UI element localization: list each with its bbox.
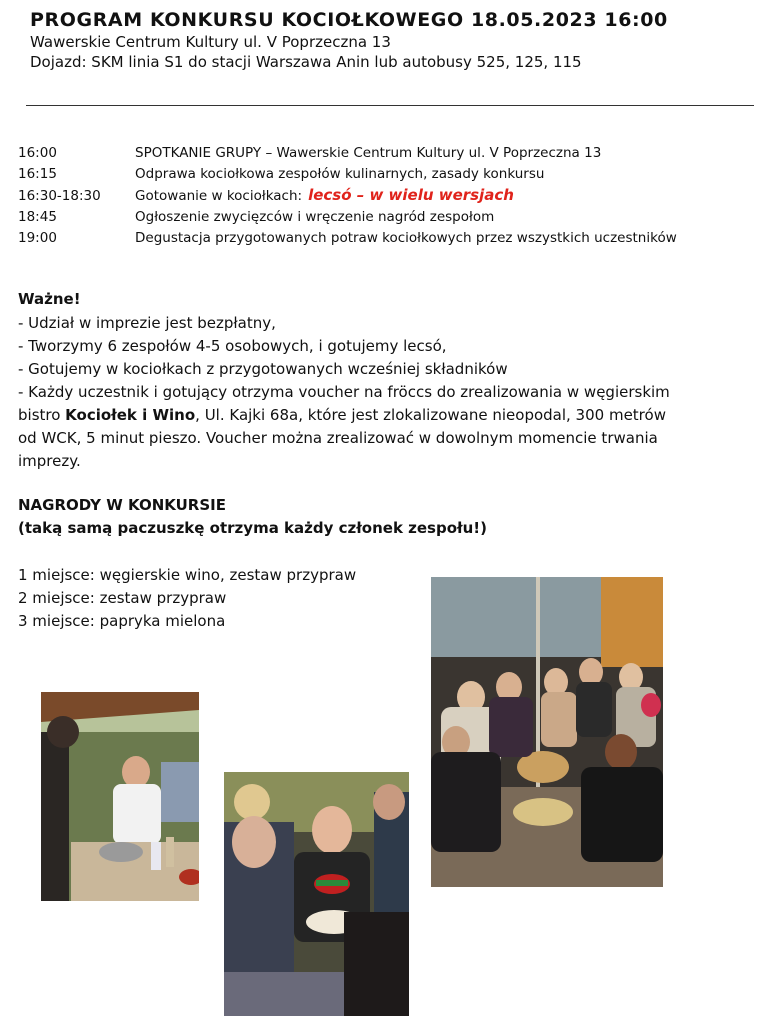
schedule-desc: SPOTKANIE GRUPY – Wawerskie Centrum Kultury ul. V Poprzeczna 13 xyxy=(135,145,602,161)
prize-item: 2 miejsce: zestaw przypraw xyxy=(18,589,227,607)
tasting-photo xyxy=(224,772,409,1016)
group-around-cauldron-photo xyxy=(431,577,663,887)
bistro-name: Kociołek i Wino xyxy=(65,406,196,424)
important-line: - Tworzymy 6 zespołów 4-5 osobowych, i gotujemy lecsó, xyxy=(18,337,447,355)
schedule-time: 16:30-18:30 xyxy=(18,188,101,204)
transport-info: Dojazd: SKM linia S1 do stacji Warszawa Anin lub autobusy 525, 125, 115 xyxy=(30,53,582,71)
page-title: PROGRAM KONKURSU KOCIOŁKOWEGO 18.05.2023 16:00 xyxy=(30,9,668,31)
prize-item: 3 miejsce: papryka mielona xyxy=(18,612,226,630)
important-line: - Gotujemy w kociołkach z przygotowanych wcześniej składników xyxy=(18,360,508,378)
schedule-desc: Degustacja przygotowanych potraw kociołkowych przez wszystkich uczestników xyxy=(135,230,677,246)
schedule-desc: Gotowanie w kociołkach: xyxy=(135,188,303,204)
text: , Ul. Kajki 68a, które jest zlokalizowane nieopodal, 300 metrów xyxy=(195,406,666,424)
dish-highlight: lecsó – w wielu wersjach xyxy=(308,186,514,204)
text: bistro xyxy=(18,406,66,424)
schedule-desc: Ogłoszenie zwycięzców i wręczenie nagród zespołom xyxy=(135,209,495,225)
important-heading: Ważne! xyxy=(18,290,81,308)
header-divider xyxy=(26,105,754,106)
important-line: imprezy. xyxy=(18,452,81,470)
important-line: - Każdy uczestnik i gotujący otrzyma voucher na fröccs do zrealizowania w węgierskim xyxy=(18,383,670,401)
schedule-time: 18:45 xyxy=(18,209,57,225)
prize-item: 1 miejsce: węgierskie wino, zestaw przypraw xyxy=(18,566,357,584)
schedule-time: 16:00 xyxy=(18,145,57,161)
event-address: Wawerskie Centrum Kultury ul. V Poprzeczna 13 xyxy=(30,33,391,51)
prizes-subheading: (taką samą paczuszkę otrzyma każdy członek zespołu!) xyxy=(18,519,487,537)
important-line: - Udział w imprezie jest bezpłatny, xyxy=(18,314,276,332)
schedule-time: 19:00 xyxy=(18,230,57,246)
important-line xyxy=(18,406,666,424)
prizes-heading: NAGRODY W KONKURSIE xyxy=(18,496,226,514)
schedule-time: 16:15 xyxy=(18,166,57,182)
outdoor-cooking-photo xyxy=(41,692,199,901)
schedule-row-cooking xyxy=(135,186,514,204)
schedule-desc: Odprawa kociołkowa zespołów kulinarnych, zasady konkursu xyxy=(135,166,545,182)
important-line: od WCK, 5 minut pieszo. Voucher można zrealizować w dowolnym momencie trwania xyxy=(18,429,658,447)
